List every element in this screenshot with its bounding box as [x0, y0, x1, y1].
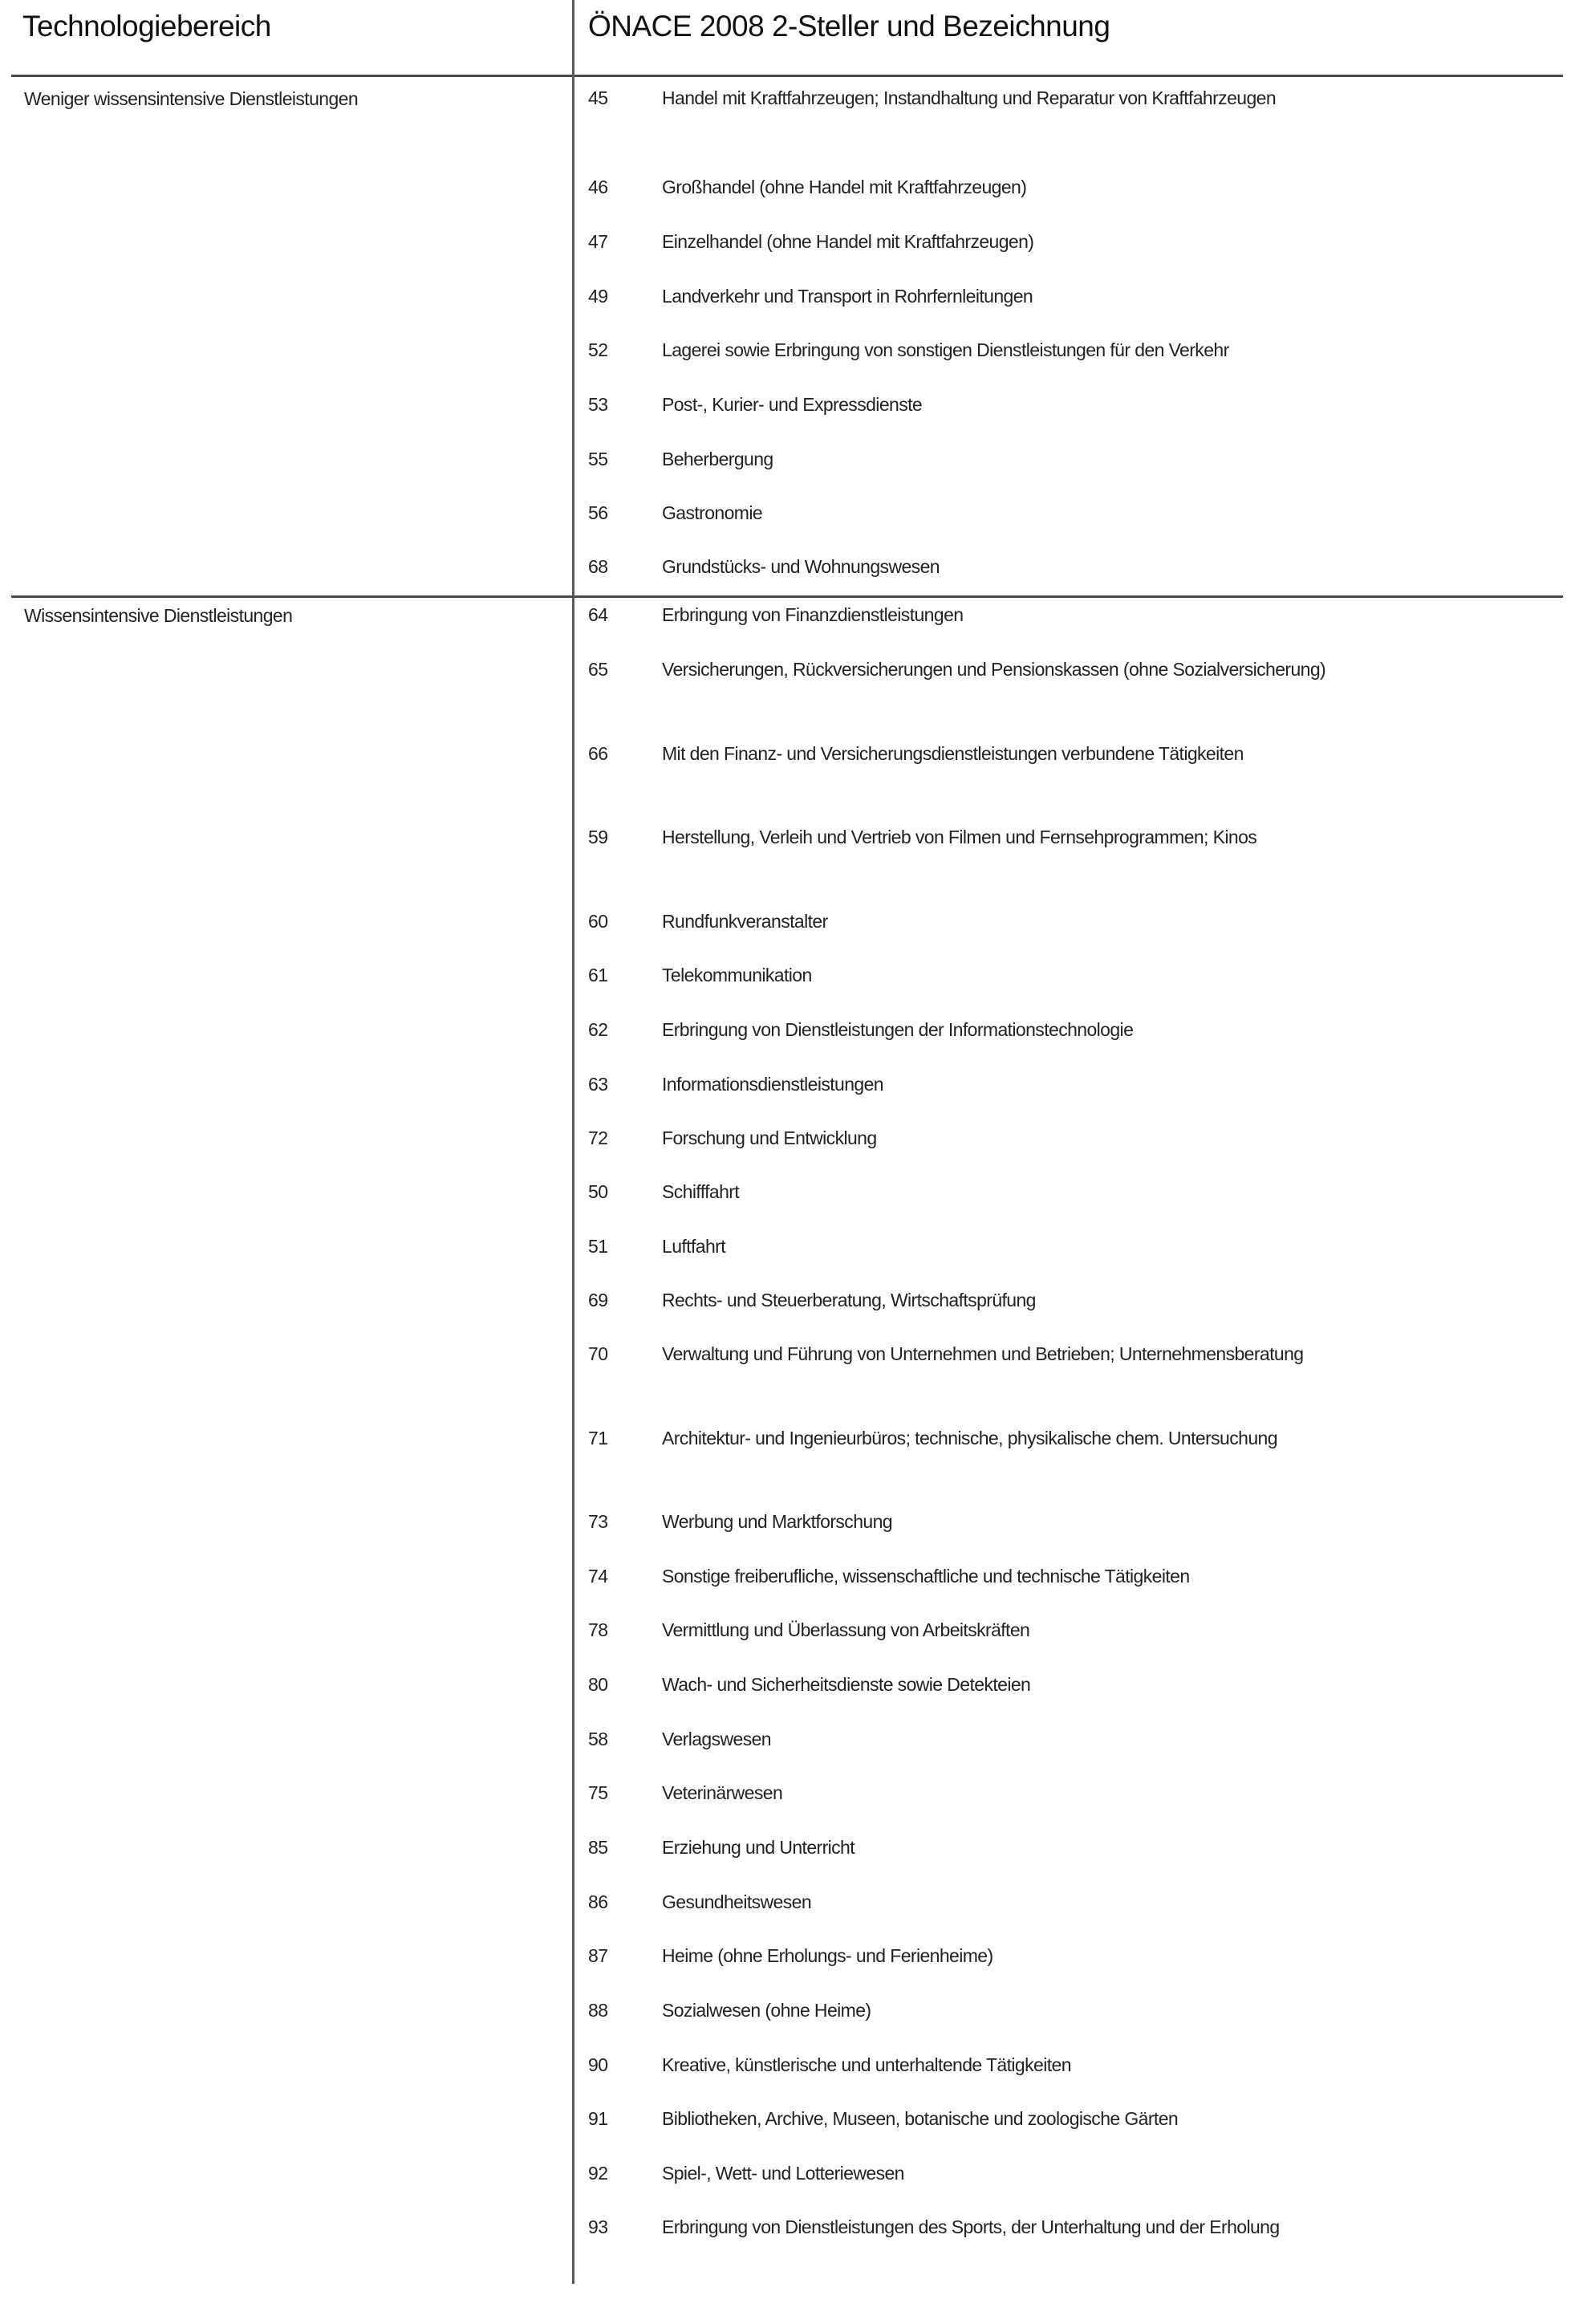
oenace-code: 80 — [588, 1674, 608, 1695]
oenace-code: 85 — [588, 1837, 608, 1858]
table-row — [588, 1778, 1543, 1808]
table-row — [588, 600, 1543, 630]
table-row — [588, 1887, 1543, 1917]
oenace-description: Wach- und Sicherheitsdienste sowie Detekteien — [662, 1674, 1031, 1695]
table-row — [588, 1996, 1543, 2025]
oenace-description: Sonstige freiberufliche, wissenschaftliche und technische Tätigkeiten — [662, 1566, 1190, 1587]
oenace-code: 50 — [588, 1181, 608, 1202]
table-row — [588, 390, 1543, 420]
oenace-description: Post-, Kurier- und Expressdienste — [662, 394, 923, 415]
oenace-description: Telekommunikation — [662, 965, 812, 985]
oenace-description: Beherbergung — [662, 449, 773, 469]
table-row — [588, 907, 1543, 937]
oenace-code: 66 — [588, 743, 608, 764]
oenace-code: 65 — [588, 659, 608, 680]
oenace-code: 52 — [588, 339, 608, 360]
oenace-description: Sozialwesen (ohne Heime) — [662, 2000, 871, 2021]
oenace-code: 47 — [588, 231, 608, 252]
oenace-code: 51 — [588, 1236, 608, 1257]
table-row — [588, 2050, 1543, 2080]
table-row — [588, 445, 1543, 474]
oenace-description: Heime (ohne Erholungs- und Ferienheime) — [662, 1945, 993, 1966]
table-row — [588, 739, 1543, 798]
oenace-description: Erbringung von Dienstleistungen der Informationstechnologie — [662, 1019, 1134, 1040]
oenace-code: 53 — [588, 394, 608, 415]
oenace-description: Herstellung, Verleih und Vertrieb von Filmen und Fernsehprogrammen; Kinos — [662, 827, 1257, 847]
oenace-description: Schifffahrt — [662, 1181, 740, 1202]
oenace-code: 46 — [588, 177, 608, 197]
oenace-description: Versicherungen, Rückversicherungen und Pensionskassen (ohne Sozialversicherung) — [662, 659, 1326, 680]
oenace-code: 71 — [588, 1428, 608, 1448]
oenace-description: Vermittlung und Überlassung von Arbeitskräften — [662, 1619, 1030, 1640]
table-row — [588, 282, 1543, 311]
group-divider — [11, 595, 1563, 598]
oenace-code: 90 — [588, 2054, 608, 2075]
oenace-description: Werbung und Marktforschung — [662, 1511, 892, 1532]
oenace-description: Großhandel (ohne Handel mit Kraftfahrzeugen) — [662, 177, 1027, 197]
table-row — [588, 1177, 1543, 1207]
table-row — [588, 227, 1543, 257]
table-row — [588, 1070, 1543, 1099]
header-divider — [11, 75, 1563, 77]
table-row — [588, 1339, 1543, 1399]
oenace-description: Verlagswesen — [662, 1729, 771, 1749]
oenace-description: Rundfunkveranstalter — [662, 911, 828, 932]
table-row — [588, 1232, 1543, 1262]
table-row — [588, 1615, 1543, 1645]
table-row — [588, 1424, 1543, 1483]
oenace-code: 72 — [588, 1127, 608, 1148]
table-row — [588, 335, 1543, 365]
oenace-code: 69 — [588, 1290, 608, 1310]
oenace-description: Gastronomie — [662, 502, 763, 523]
oenace-code: 73 — [588, 1511, 608, 1532]
table-row — [588, 1833, 1543, 1863]
oenace-code: 58 — [588, 1729, 608, 1749]
category-label: Weniger wissensintensive Dienstleistungen — [24, 88, 359, 109]
oenace-code: 56 — [588, 502, 608, 523]
table-row — [588, 1123, 1543, 1153]
oenace-code: 92 — [588, 2163, 608, 2184]
oenace-code: 49 — [588, 286, 608, 307]
oenace-code: 59 — [588, 827, 608, 847]
table-row — [588, 1286, 1543, 1315]
table-row — [588, 1670, 1543, 1700]
oenace-description: Spiel-, Wett- und Lotteriewesen — [662, 2163, 904, 2184]
table-row — [588, 173, 1543, 202]
oenace-code: 60 — [588, 911, 608, 932]
oenace-code: 70 — [588, 1343, 608, 1364]
oenace-description: Erziehung und Unterricht — [662, 1837, 855, 1858]
oenace-description: Rechts- und Steuerberatung, Wirtschaftsprüfung — [662, 1290, 1036, 1310]
oenace-code: 63 — [588, 1074, 608, 1095]
table-row — [588, 552, 1543, 582]
table-row — [588, 1941, 1543, 1971]
table-row — [588, 961, 1543, 990]
table-row — [588, 655, 1543, 714]
oenace-code: 91 — [588, 2108, 608, 2129]
oenace-code: 68 — [588, 556, 608, 577]
oenace-code: 45 — [588, 87, 608, 108]
oenace-description: Landverkehr und Transport in Rohrfernleitungen — [662, 286, 1033, 307]
oenace-description: Erbringung von Dienstleistungen des Sports, der Unterhaltung und der Erholung — [662, 2216, 1280, 2237]
oenace-description: Handel mit Kraftfahrzeugen; Instandhaltung und Reparatur von Kraftfahrzeugen — [662, 87, 1277, 108]
column-divider — [572, 0, 574, 2284]
header-oenace: ÖNACE 2008 2-Steller und Bezeichnung — [588, 10, 1110, 43]
oenace-code: 55 — [588, 449, 608, 469]
oenace-code: 62 — [588, 1019, 608, 1040]
oenace-description: Verwaltung und Führung von Unternehmen und Betrieben; Unternehmensberatung — [662, 1343, 1304, 1364]
oenace-description: Informationsdienstleistungen — [662, 1074, 883, 1095]
oenace-code: 87 — [588, 1945, 608, 1966]
table-row — [588, 823, 1543, 882]
table-row — [588, 2212, 1543, 2272]
table-row — [588, 2159, 1543, 2188]
oenace-description: Kreative, künstlerische und unterhaltende Tätigkeiten — [662, 2054, 1071, 2075]
oenace-description: Grundstücks- und Wohnungswesen — [662, 556, 940, 577]
oenace-description: Forschung und Entwicklung — [662, 1127, 877, 1148]
oenace-description: Bibliotheken, Archive, Museen, botanische und zoologische Gärten — [662, 2108, 1179, 2129]
table-row — [588, 2104, 1543, 2134]
oenace-description: Mit den Finanz- und Versicherungsdienstleistungen verbundene Tätigkeiten — [662, 743, 1244, 764]
category-label: Wissensintensive Dienstleistungen — [24, 605, 293, 626]
table-row — [588, 1725, 1543, 1754]
oenace-code: 78 — [588, 1619, 608, 1640]
oenace-code: 75 — [588, 1782, 608, 1803]
oenace-description: Gesundheitswesen — [662, 1891, 812, 1912]
oenace-description: Luftfahrt — [662, 1236, 725, 1257]
table-row — [588, 1507, 1543, 1537]
table-row — [588, 1562, 1543, 1591]
oenace-code: 64 — [588, 604, 608, 625]
oenace-description: Einzelhandel (ohne Handel mit Kraftfahrzeugen) — [662, 231, 1034, 252]
oenace-description: Veterinärwesen — [662, 1782, 783, 1803]
table-row — [588, 498, 1543, 528]
oenace-code: 61 — [588, 965, 608, 985]
oenace-description: Erbringung von Finanzdienstleistungen — [662, 604, 964, 625]
oenace-code: 86 — [588, 1891, 608, 1912]
oenace-code: 93 — [588, 2216, 608, 2237]
header-technologiebereich: Technologiebereich — [22, 10, 271, 43]
oenace-code: 88 — [588, 2000, 608, 2021]
oenace-code: 74 — [588, 1566, 608, 1587]
table-row — [588, 1015, 1543, 1045]
oenace-description: Lagerei sowie Erbringung von sonstigen Dienstleistungen für den Verkehr — [662, 339, 1229, 360]
table-row — [588, 83, 1543, 143]
oenace-description: Architektur- und Ingenieurbüros; technische, physikalische chem. Untersuchung — [662, 1428, 1277, 1448]
